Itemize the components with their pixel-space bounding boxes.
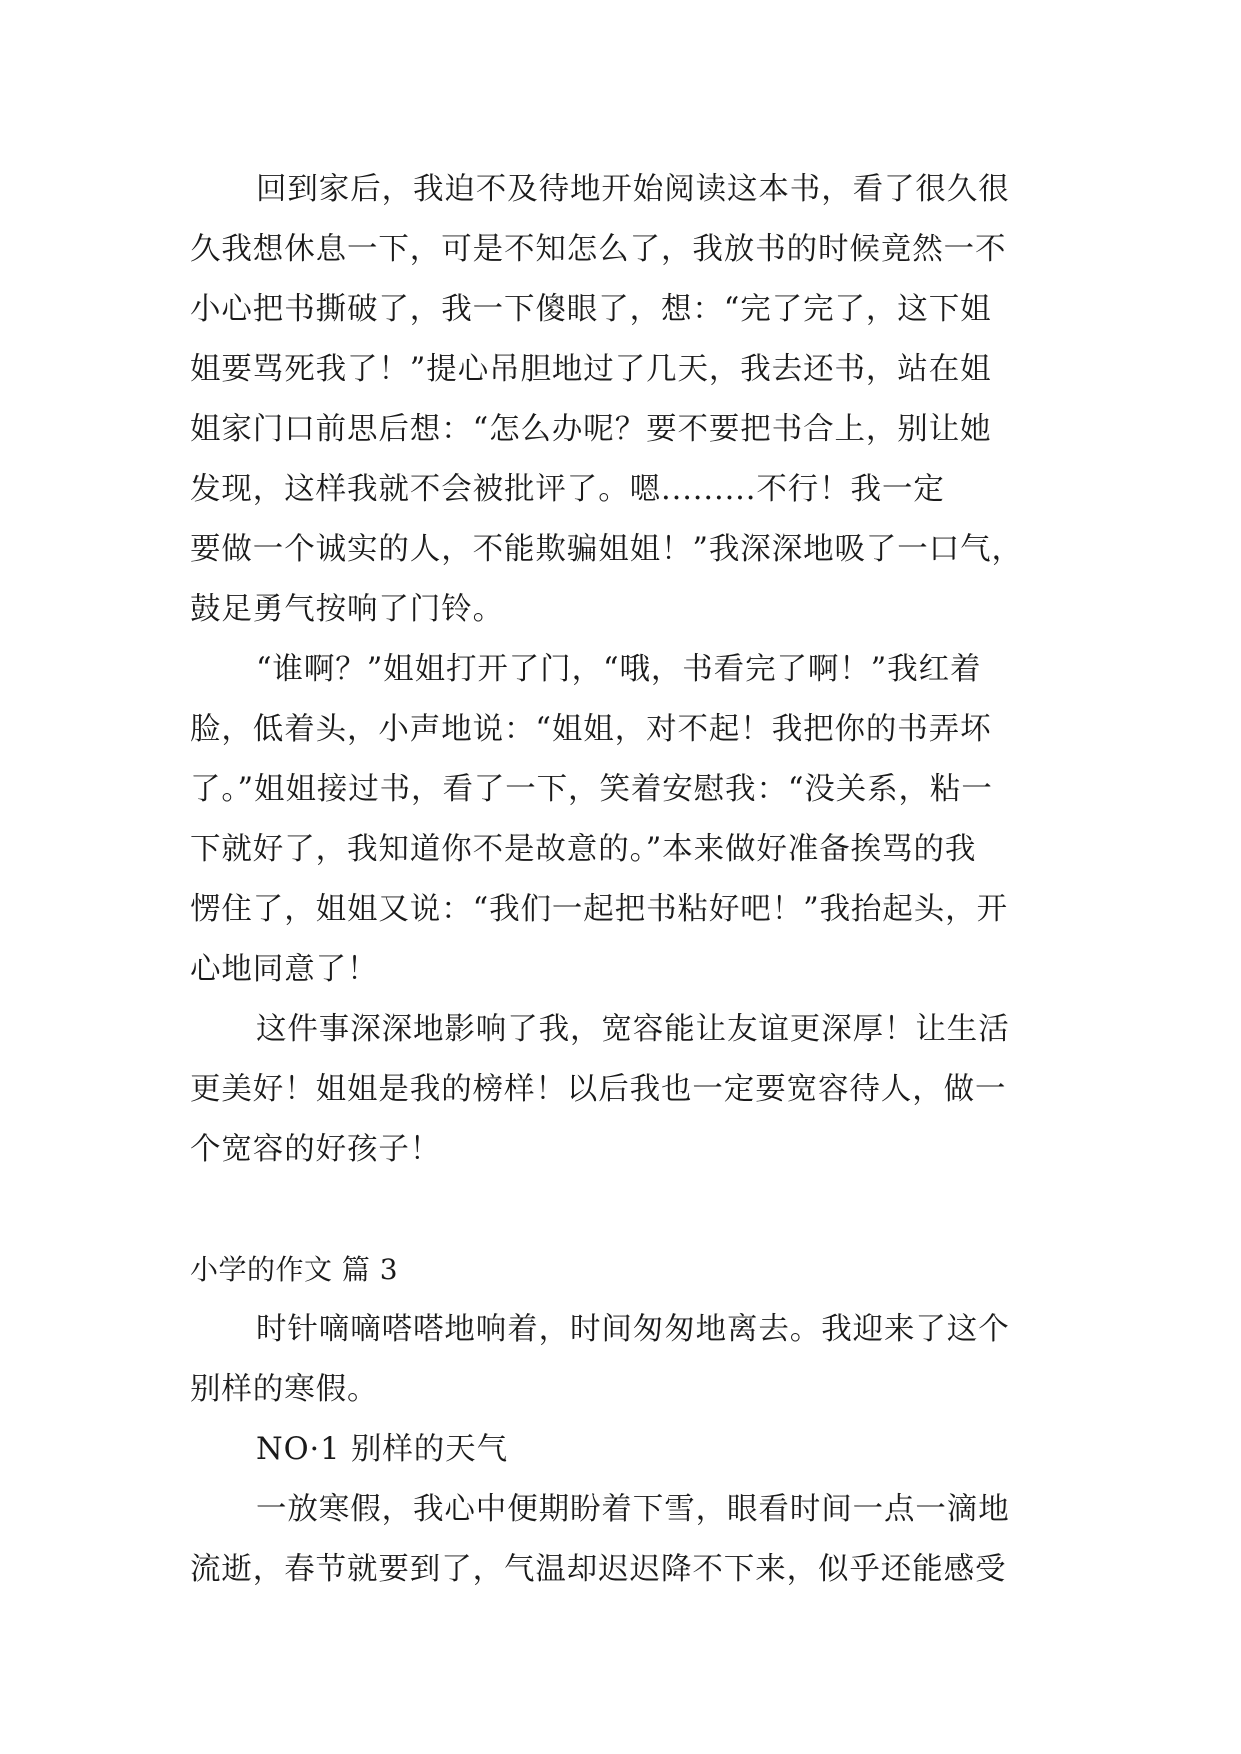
- subheading-text: NO·1 别样的天气: [256, 1432, 508, 1467]
- text-line: “谁啊？”姐姐打开了门，“哦，书看完了啊！”我红着: [256, 652, 982, 687]
- paragraph: [190, 1480, 1056, 1600]
- document-body: [190, 160, 1056, 1600]
- text-line: 小心把书撕破了，我一下傻眼了，想：“完了完了，这下姐: [190, 292, 992, 327]
- text-line: 脸，低着头，小声地说：“姐姐，对不起！我把你的书弄坏: [190, 712, 992, 747]
- paragraph: [190, 1000, 1056, 1180]
- text-line: 发现，这样我就不会被批评了。嗯.........不行！我一定: [190, 472, 945, 507]
- paragraph: [190, 640, 1056, 1000]
- text-line: 姐家门口前思后想：“怎么办呢？要不要把书合上，别让她: [190, 412, 992, 447]
- text-line: 要做一个诚实的人，不能欺骗姐姐！”我深深地吸了一口气，: [190, 532, 1023, 567]
- section-spacer: [190, 1180, 1056, 1240]
- text-line: 姐要骂死我了！”提心吊胆地过了几天，我去还书，站在姐: [190, 352, 992, 387]
- text-line: 时针嘀嘀嗒嗒地响着，时间匆匆地离去。我迎来了这个: [256, 1312, 1010, 1347]
- text-line: 一放寒假，我心中便期盼着下雪，眼看时间一点一滴地: [256, 1492, 1010, 1527]
- text-line: 回到家后，我迫不及待地开始阅读这本书，看了很久很: [256, 172, 1010, 207]
- paragraph: [190, 1300, 1056, 1420]
- text-line: 这件事深深地影响了我，宽容能让友谊更深厚！让生活: [256, 1012, 1010, 1047]
- text-line: 流逝，春节就要到了，气温却迟迟降不下来，似乎还能感受: [190, 1552, 1007, 1587]
- text-line: 下就好了，我知道你不是故意的。”本来做好准备挨骂的我: [190, 832, 977, 867]
- paragraph: [190, 160, 1056, 640]
- subheading: [190, 1420, 1056, 1480]
- text-line: 愣住了，姐姐又说：“我们一起把书粘好吧！”我抬起头，开: [190, 892, 1008, 927]
- text-line: 心地同意了！: [190, 952, 379, 987]
- text-line: 别样的寒假。: [190, 1372, 379, 1407]
- text-line: 更美好！姐姐是我的榜样！以后我也一定要宽容待人，做一: [190, 1072, 1007, 1107]
- section-heading: 小学的作文 篇 3: [190, 1253, 399, 1286]
- text-line: 了。”姐姐接过书，看了一下，笑着安慰我：“没关系，粘一: [190, 772, 993, 807]
- text-line: 鼓足勇气按响了门铃。: [190, 592, 504, 627]
- text-line: 久我想休息一下，可是不知怎么了，我放书的时候竟然一不: [190, 232, 1007, 267]
- text-line: 个宽容的好孩子！: [190, 1132, 442, 1167]
